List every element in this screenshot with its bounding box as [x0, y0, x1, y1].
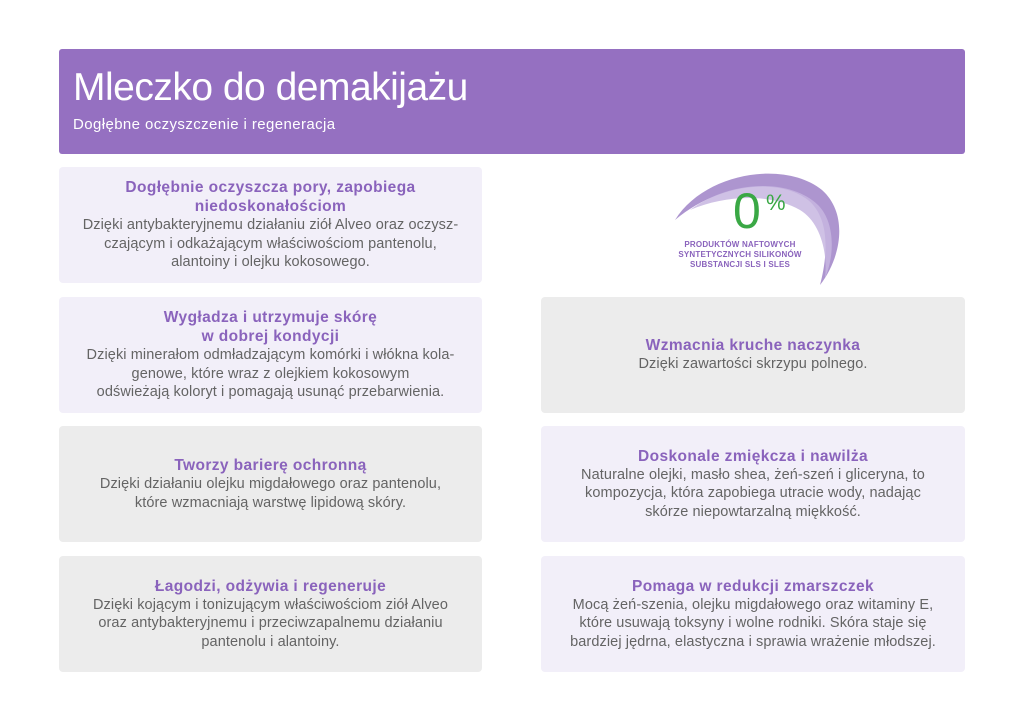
card-body-line: Dzięki zawartości skrzypu polnego.	[638, 356, 868, 373]
card-body-line: Dzięki antybakteryjnemu działaniu ziół Alveo oraz oczysz-	[82, 217, 459, 234]
badge-text	[660, 240, 820, 270]
benefit-card-pores	[59, 167, 482, 283]
card-body-line: Dzięki działaniu olejku migdałowego oraz pantenolu,	[99, 476, 442, 492]
card-title-line: w dobrej kondycji	[201, 328, 340, 346]
card-body	[581, 466, 925, 522]
card-title-line: Dogłębnie oczyszcza pory, zapobiega	[125, 179, 416, 197]
badge-line: SUBSTANCJI SLS I SLES	[689, 260, 791, 269]
card-title	[646, 336, 861, 355]
card-body-line: genowe, które wraz z olejkiem kokosowym	[131, 365, 410, 382]
header-banner	[59, 49, 965, 154]
badge-line: PRODUKTÓW NAFTOWYCH	[684, 240, 796, 249]
card-title	[174, 456, 366, 475]
card-title-line: Pomaga w redukcji zmarszczek	[631, 577, 875, 595]
card-body	[93, 596, 448, 652]
page-subtitle: Dogłębne oczyszczenie i regeneracja	[73, 116, 336, 133]
card-title	[638, 447, 868, 466]
card-body-line: kompozycja, która zapobiega utracie wody, nadając	[585, 485, 921, 502]
card-title-line: Łagodzi, odżywia i regeneruje	[154, 577, 387, 595]
card-title-line: Doskonale zmiękcza i nawilża	[637, 447, 868, 465]
card-title	[155, 577, 386, 596]
card-title-line: Tworzy barierę ochronną	[174, 457, 367, 474]
card-title	[632, 577, 874, 596]
benefit-card-capillaries	[541, 297, 965, 413]
card-body	[100, 475, 441, 512]
benefit-card-moisturizes	[541, 426, 965, 542]
card-title-line: Wzmacnia kruche naczynka	[645, 337, 861, 355]
card-body	[87, 346, 455, 402]
card-body-line: Dzięki kojącym i tonizującym właściwościom ziół Alveo	[92, 596, 448, 613]
card-body-line: odświeżają koloryt i pomagają usunąć przebarwienia.	[96, 384, 445, 401]
card-body-line: Naturalne olejki, masło shea, żeń-szeń i gliceryna, to	[581, 466, 925, 483]
benefit-card-barrier	[59, 426, 482, 542]
card-body-line: czającym i odkażającym właściwościom pantenolu,	[104, 235, 437, 252]
card-title	[164, 308, 377, 346]
benefit-card-smooths	[59, 297, 482, 413]
card-body-line: alantoiny i olejku kokosowego.	[171, 254, 370, 271]
card-body-line: Dzięki minerałom odmładzającym komórki i włókna kola-	[86, 347, 455, 364]
badge-line: SYNTETYCZNYCH SILIKONÓW	[678, 250, 802, 259]
card-title	[125, 178, 415, 216]
card-body-line: pantenolu i alantoiny.	[201, 633, 340, 650]
benefit-card-soothes	[59, 556, 482, 672]
card-body	[638, 355, 867, 374]
zero-percent-badge	[660, 160, 850, 290]
page-title: Mleczko do demakijażu	[73, 66, 468, 109]
card-body-line: które wzmacniają warstwę lipidową skóry.	[134, 494, 407, 511]
card-title-line: Wygładza i utrzymuje skórę	[163, 309, 378, 327]
card-title-line: niedoskonałościom	[194, 198, 347, 216]
percent-sign: %	[766, 190, 786, 215]
card-body	[570, 596, 936, 652]
zero-value: 0	[733, 183, 761, 239]
card-body-line: które usuwają toksyny i wolne rodniki. Skóra staje się	[579, 615, 927, 632]
card-body	[83, 216, 459, 272]
card-body-line: oraz antybakteryjnemu i przeciwzapalnemu działaniu	[98, 615, 443, 632]
card-body-line: bardziej jędrna, elastyczna i sprawia wrażenie młodszej.	[570, 633, 936, 650]
benefit-card-wrinkles	[541, 556, 965, 672]
card-body-line: skórze niepowtarzalną miękkość.	[645, 503, 861, 520]
card-body-line: Mocą żeń-szenia, olejku migdałowego oraz witaminy E,	[572, 596, 934, 613]
